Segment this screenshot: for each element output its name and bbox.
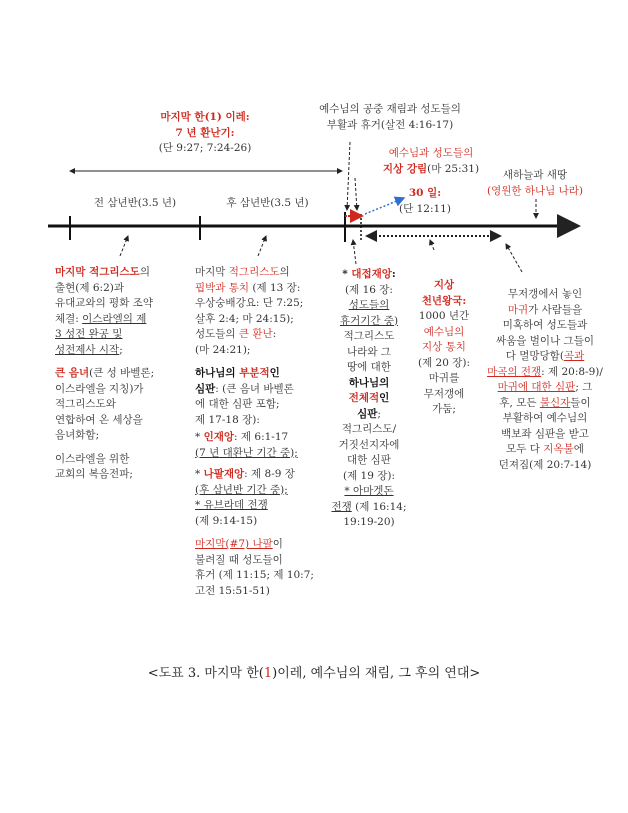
text-fragment: : 제 8-9 장: [244, 468, 295, 480]
col1-para-1: [55, 265, 175, 358]
text-fragment: 성도들의: [348, 299, 390, 311]
second-coming-line-1: 예수님과 성도들의: [388, 147, 474, 159]
text-fragment: : 제 20:8-9)/: [541, 365, 603, 378]
text-fragment: 제 17-18 장):: [195, 413, 260, 426]
text-fragment: 마귀를: [428, 372, 460, 384]
text-fragment: :: [462, 294, 467, 307]
column-5: [476, 287, 614, 473]
euphrates-war: * 유브라데 전쟁: [195, 499, 268, 511]
text-fragment: 휴거 (제 11:15; 제 10:7;: [195, 569, 314, 581]
text-fragment: 교회의 복음전파;: [55, 468, 133, 480]
text-fragment: 고전 15:51-51): [195, 584, 270, 597]
text-fragment: 연합하여 온 세상을: [55, 413, 143, 426]
text-fragment: 모두 다: [506, 443, 544, 455]
text-fragment: *: [195, 468, 204, 480]
text-fragment: (제 16 장:: [345, 283, 393, 296]
text-fragment: 가둠;: [432, 403, 456, 415]
text-fragment: (제 16:14;: [351, 500, 407, 513]
persecution-term: 핍박과 통치: [195, 281, 250, 294]
caption-number: 1: [263, 666, 273, 681]
antichrist-term: 마지막 적그리스도: [55, 266, 140, 278]
text-fragment: 싸움을 벌이나 그들이: [496, 334, 594, 347]
col4-pointer-arrow: [430, 240, 434, 250]
text-fragment: 살후 2:4; 마 24:15);: [195, 312, 294, 325]
rapture-label: [290, 102, 490, 133]
column-4: [408, 278, 480, 418]
last-week-ref: (단 9:27; 7:24-26): [158, 142, 252, 154]
text-fragment: : 제 6:1-17: [234, 431, 289, 443]
text-fragment: 땅에 대한: [347, 361, 391, 373]
text-fragment: 음녀화함;: [55, 429, 100, 441]
second-coming-highlight: 지상 강림: [382, 162, 428, 175]
rapture-line-2: 부활과 휴거(살전 4:16-17): [326, 118, 454, 131]
col2-para-5: [195, 537, 335, 599]
text-fragment: 던져짐(제 20:7-14): [498, 458, 592, 471]
text-fragment: 무저갱에서 놓인: [507, 288, 583, 300]
second-coming-ref: (마 25:31): [427, 162, 480, 175]
column-3: [330, 267, 408, 531]
gog-magog-war: 마곡의 전쟁: [487, 365, 542, 378]
text-fragment: 이스라엘을 지칭)가: [55, 382, 144, 395]
judgment-term: 심판: [357, 407, 378, 420]
trumpet-term: 나팔재앙: [203, 468, 245, 480]
text-fragment: 가 사람들을: [528, 303, 583, 316]
caption-prefix: <도표 3. 마지막 한(: [147, 666, 264, 681]
text-fragment: ;: [119, 343, 123, 356]
text-fragment: 백보좌 심판을 받고: [501, 427, 589, 440]
hellfire-term: 지옥불: [543, 443, 574, 455]
text-fragment: 적그리스도/: [341, 423, 397, 435]
text-fragment: ; 그: [575, 381, 593, 393]
text-fragment: 지상: [433, 279, 455, 291]
millennium-term: 천년왕국: [421, 294, 463, 307]
text-fragment: 부활하여 예수님의: [502, 412, 588, 424]
text-fragment: 무저갱에: [423, 387, 465, 400]
text-fragment: 유대교와의 평화 조약: [55, 297, 153, 309]
column-2: [195, 265, 335, 599]
text-fragment: *: [195, 431, 204, 443]
harlot-term: 큰 음녀: [55, 367, 90, 379]
text-fragment: 거짓선지자에: [338, 438, 400, 451]
text-fragment: 하나님의: [348, 376, 390, 389]
text-fragment: 다 멸망당함(: [505, 350, 564, 362]
text-fragment: 적그리스도와: [55, 398, 116, 410]
text-fragment: ;: [377, 407, 381, 420]
figure-caption: [60, 662, 568, 681]
text-fragment: 이: [272, 538, 283, 550]
second-half-label: 후 삼년반(3.5 년): [226, 197, 309, 209]
text-fragment: (제 13 장:: [249, 281, 301, 294]
text-fragment: 전쟁: [331, 500, 352, 513]
col1-para-2: [55, 366, 175, 444]
text-fragment: 인: [379, 392, 390, 404]
col2-para-2: [195, 366, 335, 428]
devil-judgment-term: 마귀에 대한 심판: [497, 381, 576, 393]
text-fragment: 예수님의: [423, 325, 465, 338]
rapture-line-1: 예수님의 공중 재림과 성도들의: [319, 103, 461, 115]
text-fragment: 에: [573, 443, 584, 455]
thirty-days-label: [390, 186, 460, 217]
bowl-term: 대접재앙: [351, 268, 392, 280]
text-fragment: 휴거기간 중): [339, 314, 399, 327]
new-heaven-line-2: (영원한 하나님 나라): [486, 184, 583, 197]
text-fragment: 마지막: [195, 266, 229, 278]
temple-term: 이스라엘의 제: [82, 312, 147, 325]
thirty-days-ref: (단 12:11): [399, 202, 451, 215]
text-fragment: 들이: [570, 396, 591, 409]
text-fragment: 출현(제 6:2)과: [55, 281, 125, 294]
last-week-sub: 7 년 환난기:: [175, 126, 235, 139]
text-fragment: 성도들의: [195, 328, 239, 340]
text-fragment: 후, 모든: [499, 396, 540, 409]
text-fragment: 의: [279, 266, 290, 278]
text-fragment: 1000 년간: [418, 310, 470, 322]
col1-para-3: [55, 452, 175, 483]
temple-term: 성전제사 시작: [55, 343, 120, 356]
gog-term: 곡과: [563, 350, 585, 362]
first-half-label: 전 삼년반(3.5 년): [93, 197, 177, 209]
text-fragment: :: [391, 268, 396, 280]
caption-suffix: )이레, 예수님의 재림, 그 후의 연대>: [272, 666, 481, 681]
text-fragment: 체결:: [55, 312, 83, 325]
text-fragment: 불려질 때 성도들이: [195, 553, 283, 566]
last-week-label: [120, 110, 290, 157]
temple-term: 3 성전 완공 및: [55, 328, 123, 340]
new-heaven-label: [470, 168, 600, 199]
col5-pointer-arrow: [506, 244, 522, 272]
thirty-days-title: 30 일:: [408, 187, 442, 199]
text-fragment: (마 24:21);: [195, 343, 251, 356]
text-fragment: 인: [269, 367, 280, 379]
partial-term: 부분적: [239, 367, 270, 379]
text-fragment: 나라와 그: [347, 345, 391, 358]
column-1: [55, 265, 175, 483]
text-fragment: (큰 성 바벨론;: [89, 367, 155, 379]
devil-term: 마귀: [507, 303, 529, 316]
text-fragment: :: [272, 328, 277, 340]
text-fragment: (제 19 장):: [342, 469, 396, 482]
text-fragment: (7 년 대환난 기간 중);: [195, 446, 298, 459]
text-fragment: 우상숭배강요: 단 7:25;: [195, 297, 304, 309]
armageddon-war: * 아마겟돈: [344, 485, 394, 497]
text-fragment: (후 삼년반 기간 중);: [195, 483, 288, 496]
antichrist-term: 적그리스도: [228, 266, 280, 278]
last-week-title: 마지막 한(1) 이레:: [160, 111, 250, 123]
text-fragment: 에 대한 심판 포함;: [195, 398, 280, 410]
text-fragment: : (큰 음녀 바벨론: [215, 382, 294, 395]
text-fragment: 의: [139, 266, 150, 278]
text-fragment: 이스라엘을 위한: [55, 452, 130, 465]
judgment-term: 심판: [195, 382, 216, 395]
text-fragment: *: [342, 268, 352, 280]
seal-term: 인재앙: [203, 431, 235, 443]
col3-pointer-arrow: [353, 240, 356, 264]
col1-pointer-arrow: [120, 236, 128, 256]
rapture-arrow: [347, 142, 350, 210]
col2-pointer-arrow: [258, 236, 266, 256]
text-fragment: 하나님의: [195, 367, 240, 379]
text-fragment: 적그리스도: [343, 330, 395, 342]
col2-para-1: [195, 265, 335, 358]
tribulation-term: 큰 환난: [238, 328, 273, 340]
col2-para-3: [195, 430, 335, 461]
col2-para-4: [195, 467, 335, 529]
text-fragment: (제 9:14-15): [195, 514, 258, 527]
new-heaven-line-1: 새하늘과 새땅: [502, 169, 568, 181]
text-fragment: 19:19-20): [343, 516, 395, 528]
last-trumpet-term: 마지막(#7) 나팔: [195, 538, 273, 550]
second-coming-arrow: [355, 178, 357, 210]
text-fragment: (제 20 장):: [417, 356, 471, 369]
earthly-reign-term: 지상 통치: [422, 341, 466, 353]
unbeliever-term: 불신자: [539, 396, 571, 409]
full-term: 전체적: [348, 392, 380, 404]
text-fragment: 대한 심판: [347, 454, 391, 466]
text-fragment: 미혹하여 성도들과: [502, 319, 588, 331]
